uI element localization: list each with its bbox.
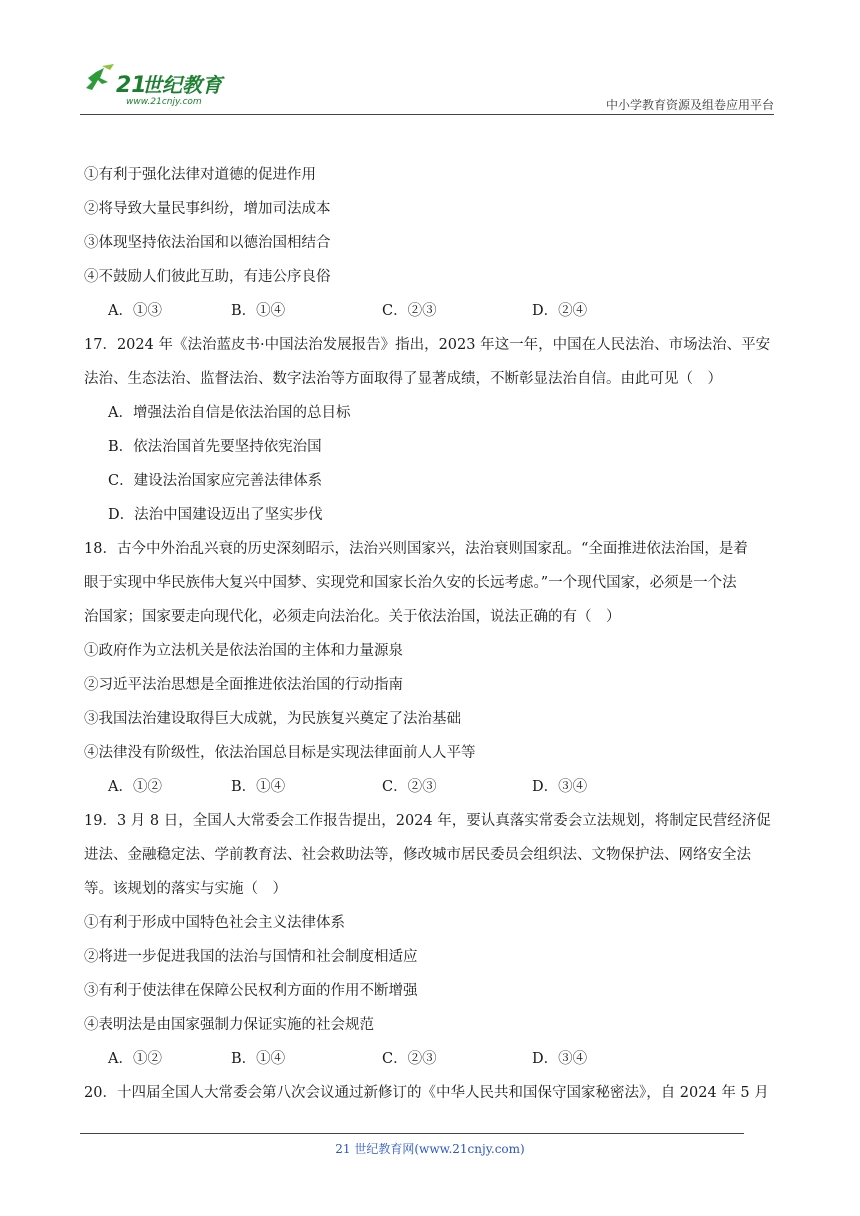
header-divider	[80, 114, 774, 115]
svg-text:世纪教育: 世纪教育	[142, 73, 222, 97]
q16-option-d[interactable]: D．②④	[532, 303, 588, 319]
question-content	[84, 158, 776, 1110]
footer-site-link[interactable]: 21 世纪教育网(www.21cnjy.com)	[335, 1142, 525, 1156]
q16-option-b[interactable]: B．①④	[231, 303, 286, 319]
q16-option-a[interactable]: A．①③	[108, 303, 162, 319]
q19-option-b[interactable]: B．①④	[231, 1051, 286, 1067]
q20-stem-line-1: 20．十四届全国人大常委会第八次会议通过新修订的《中华人民共和国保守国家秘密法》，自 2024 年 5 月	[84, 1085, 769, 1101]
q19-option-d[interactable]: D．③④	[532, 1051, 588, 1067]
q17-option-d[interactable]: D．法治中国建设迈出了坚实步伐	[108, 507, 323, 523]
q18-statement-2: ②习近平法治思想是全面推进依法治国的行动指南	[84, 677, 403, 693]
q17-stem-line-1: 17．2024 年《法治蓝皮书·中国法治发展报告》指出，2023 年这一年，中国在人民法治、市场法治、平安	[84, 337, 771, 353]
q18-stem-line-2: 眼于实现中华民族伟大复兴中国梦、实现党和国家长治久安的长远考虑。”一个现代国家，必须是一个法	[84, 575, 737, 591]
q19-option-a[interactable]: A．①②	[108, 1051, 162, 1067]
q16-option-c[interactable]: C．②③	[382, 303, 437, 319]
q18-option-d[interactable]: D．③④	[532, 779, 588, 795]
q17-option-b[interactable]: B．依法治国首先要坚持依宪治国	[108, 439, 322, 455]
q18-stem-line-1: 18．古今中外治乱兴衰的历史深刻昭示，法治兴则国家兴，法治衰则国家乱。“全面推进依法治国，是着	[84, 541, 748, 557]
q18-statement-3: ③我国法治建设取得巨大成就，为民族复兴奠定了法治基础	[84, 711, 461, 727]
q17-option-c[interactable]: C．建设法治国家应完善法律体系	[108, 473, 323, 489]
q17-option-a[interactable]: A．增强法治自信是依法治国的总目标	[108, 405, 351, 421]
runner-icon	[86, 68, 108, 90]
q18-option-a[interactable]: A．①②	[108, 779, 162, 795]
q18-option-c[interactable]: C．②③	[382, 779, 437, 795]
q18-statement-1: ①政府作为立法机关是依法治国的主体和力量源泉	[84, 643, 403, 659]
q16-statement-4: ④不鼓励人们彼此互助，有违公序良俗	[84, 269, 331, 285]
q19-option-c[interactable]: C．②③	[382, 1051, 437, 1067]
q19-statement-3: ③有利于使法律在保障公民权利方面的作用不断增强	[84, 983, 418, 999]
svg-text:www.21cnjy.com: www.21cnjy.com	[126, 97, 202, 107]
q16-statement-2: ②将导致大量民事纠纷，增加司法成本	[84, 201, 331, 217]
q19-statement-1: ①有利于形成中国特色社会主义法律体系	[84, 915, 345, 931]
q18-stem-line-3: 治国家；国家要走向现代化，必须走向法治化。关于依法治国，说法正确的有（ ）	[84, 609, 621, 625]
footer-divider	[80, 1133, 744, 1134]
q19-stem-line-1: 19．3 月 8 日，全国人大常委会工作报告提出，2024 年，要认真落实常委会立法规划，将制定民营经济促	[84, 813, 771, 829]
q16-statement-1: ①有利于强化法律对道德的促进作用	[84, 167, 316, 183]
q19-options	[84, 1042, 776, 1076]
header-platform-name: 中小学教育资源及组卷应用平台	[605, 98, 774, 112]
q18-statement-4: ④法律没有阶级性，依法治国总目标是实现法律面前人人平等	[84, 745, 476, 761]
q19-stem-line-2: 进法、金融稳定法、学前教育法、社会救助法等，修改城市居民委员会组织法、文物保护法、网络安全法	[84, 847, 751, 863]
q19-statement-2: ②将进一步促进我国的法治与国情和社会制度相适应	[84, 949, 418, 965]
page-header	[80, 62, 774, 116]
site-logo	[80, 62, 255, 112]
svg-text:21: 21	[116, 73, 147, 98]
q16-options	[84, 294, 776, 328]
q18-options	[84, 770, 776, 804]
q19-statement-4: ④表明法是由国家强制力保证实施的社会规范	[84, 1017, 374, 1033]
q19-stem-line-3: 等。该规划的落实与实施（ ）	[84, 881, 287, 897]
q17-stem-line-2: 法治、生态法治、监督法治、数字法治等方面取得了显著成绩，不断彰显法治自信。由此可见（ ）	[84, 371, 722, 387]
q18-option-b[interactable]: B．①④	[231, 779, 286, 795]
q16-statement-3: ③体现坚持依法治国和以德治国相结合	[84, 235, 331, 251]
